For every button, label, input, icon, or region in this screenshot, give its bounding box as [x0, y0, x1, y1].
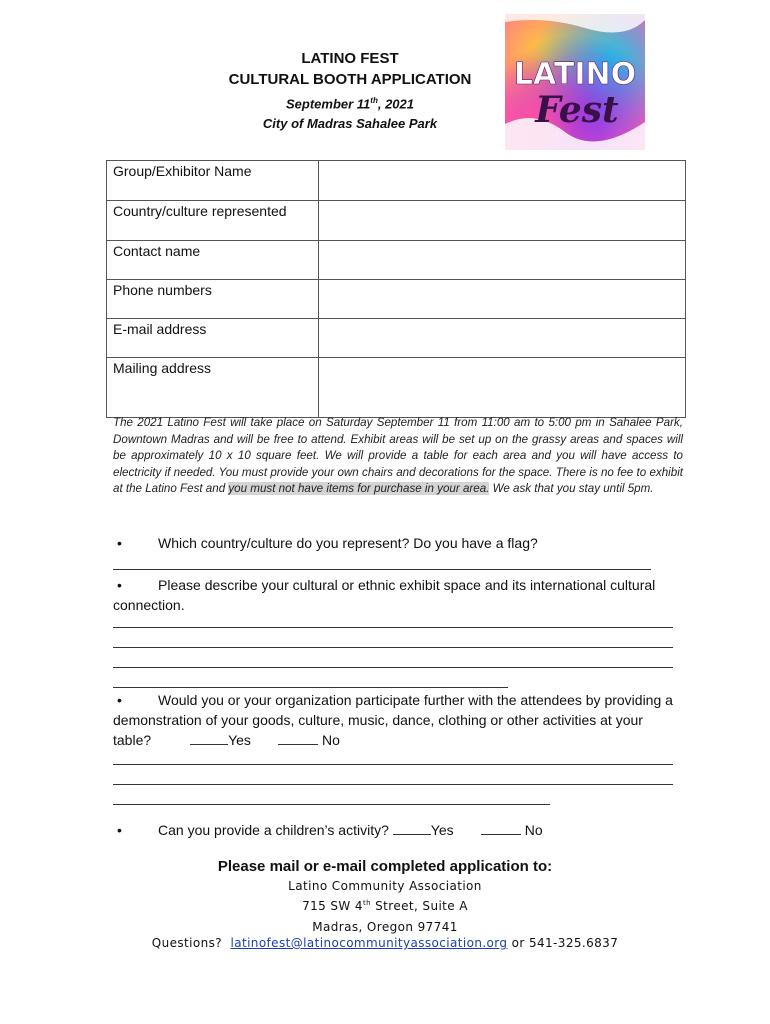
title-line-2: CULTURAL BOOTH APPLICATION [228, 71, 472, 88]
table-row [107, 358, 686, 418]
latino-fest-logo [505, 14, 645, 150]
city-state-zip: Madras, Oregon 97741 [312, 920, 458, 934]
table-row [107, 161, 686, 201]
questions-contact: Questions? latinofest@latinocommunityassociation.org or 541-325.6837 [151, 936, 619, 950]
bullet: • [117, 577, 122, 593]
no-blank-q4[interactable] [481, 821, 521, 835]
answer-line-q2-3[interactable] [113, 667, 673, 668]
questions-label: Questions? [151, 936, 223, 950]
event-date: September 11th, 2021 [285, 96, 414, 112]
document-header [150, 48, 550, 133]
yes-label-q3: Yes [228, 732, 251, 748]
mail-instructions-title: Please mail or e-mail completed application to: [217, 858, 553, 875]
answer-line-q2-2[interactable] [113, 647, 673, 648]
svg-text:LATINO: LATINO [513, 57, 637, 92]
question-flag: • Which country/culture do you represent? Do you have a flag? [113, 533, 693, 553]
group-name-field[interactable] [319, 161, 686, 201]
contact-name-field[interactable] [319, 241, 686, 280]
answer-line-q2-1[interactable] [113, 627, 673, 628]
no-sales-highlight: you must not have items for purchase in your area. [228, 482, 490, 495]
contact-phone: 541-325.6837 [528, 936, 619, 950]
phone-numbers-field[interactable] [319, 280, 686, 319]
table-row [107, 201, 686, 241]
exhibitor-info-table [106, 160, 686, 418]
bullet: • [117, 535, 122, 551]
yes-blank-q4[interactable] [393, 821, 431, 835]
event-location: City of Madras Sahalee Park [262, 116, 438, 132]
answer-line-q3-2[interactable] [113, 784, 673, 785]
no-label-q3: No [322, 732, 340, 748]
bullet: • [117, 822, 122, 838]
email-address-field[interactable] [319, 319, 686, 358]
table-row [107, 280, 686, 319]
yes-blank-q3[interactable] [190, 731, 228, 745]
group-name-label: Group/Exhibitor Name [107, 161, 319, 201]
phone-numbers-label: Phone numbers [107, 280, 319, 319]
bullet: • [117, 692, 122, 708]
answer-line-q3-1[interactable] [113, 764, 673, 765]
mailing-address-label: Mailing address [107, 358, 319, 418]
answer-line-q1[interactable] [113, 569, 651, 570]
country-culture-label: Country/culture represented [107, 201, 319, 241]
email-address-label: E-mail address [107, 319, 319, 358]
no-blank-q3[interactable] [278, 731, 318, 745]
no-label-q4: No [524, 822, 543, 838]
question-childrens-activity: • Can you provide a children’s activity? Yes No [113, 820, 693, 840]
contact-name-label: Contact name [107, 241, 319, 280]
svg-text:Fest: Fest [535, 89, 619, 131]
title-line-1: LATINO FEST [301, 50, 399, 67]
organization-name: Latino Community Association [288, 879, 482, 893]
mailing-address-field[interactable] [319, 358, 686, 418]
answer-line-q3-3[interactable] [113, 804, 550, 805]
answer-line-q2-4[interactable] [113, 687, 508, 688]
table-row [107, 319, 686, 358]
question-exhibit-space: • Please describe your cultural or ethnic exhibit space and its international cultural connection. [113, 577, 656, 613]
question-demonstration: • Would you or your organization participate further with the attendees by providing a demonstration of your goods, culture, music, dance, clothing or other activities at your table? Yes No [113, 692, 673, 748]
street-address: 715 SW 4th Street, Suite A [302, 899, 468, 913]
yes-label-q4: Yes [430, 822, 454, 838]
event-info-paragraph: The 2021 Latino Fest will take place on Saturday September 11 from 11:00 am to 5:00 pm in Sahalee Park, Downtown Madras and will be free to attend. Exhibit areas will be set up on the grassy areas and spaces will be approximately 10 x 10 square feet. We will provide a table for each area and you will have access to electricity if needed. You must provide your own chairs and decorations for the space. There is no fee to exhibit at the Latino Fest and you must not have items for purchase in your area. We ask that you stay until 5pm. [113, 416, 683, 495]
contact-email-link[interactable]: latinofest@latinocommunityassociation.org [230, 936, 508, 950]
country-culture-field[interactable] [319, 201, 686, 241]
table-row [107, 241, 686, 280]
